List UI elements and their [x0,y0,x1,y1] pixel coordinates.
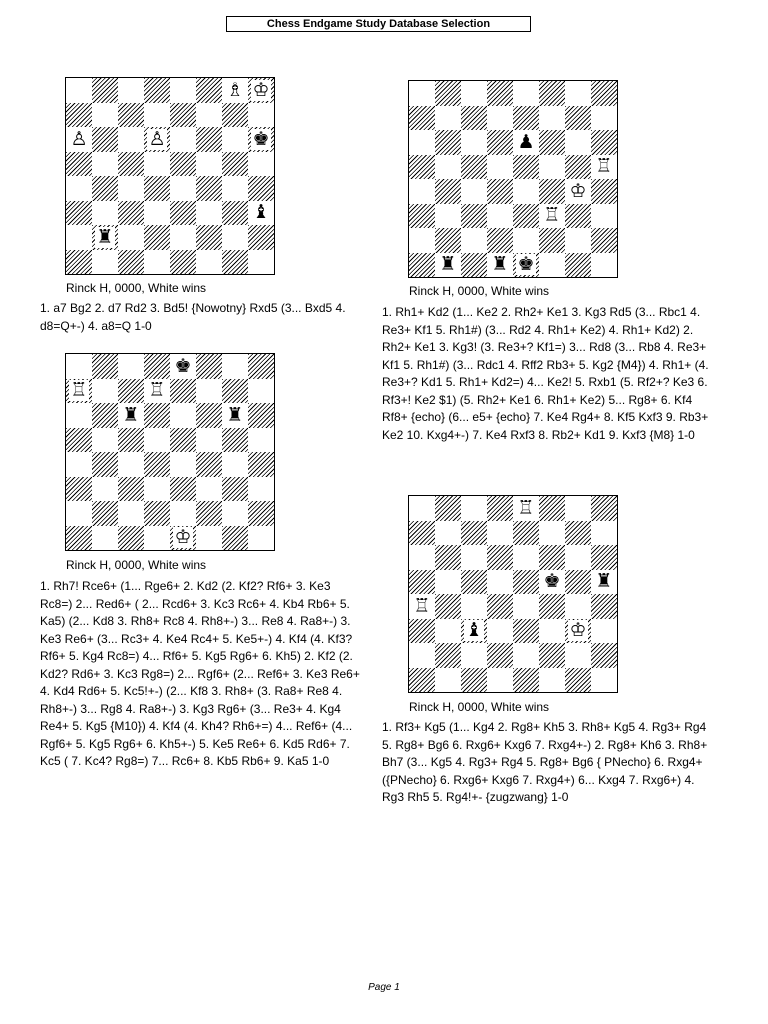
square-h6 [248,127,274,152]
square-d4 [487,594,513,619]
square-f8 [539,496,565,521]
square-a4 [66,452,92,477]
square-e6 [513,545,539,570]
square-g2 [565,643,591,668]
square-b5 [92,428,118,453]
square-g6 [565,545,591,570]
square-g7 [565,106,591,131]
chessboard-study-1 [65,77,275,275]
square-f2 [539,228,565,253]
square-h6 [591,545,617,570]
square-b7 [435,521,461,546]
square-e2 [513,228,539,253]
white-king-icon: ♔ [569,619,587,642]
square-c3 [118,201,144,226]
study-caption: Rinck H, 0000, White wins [66,558,207,572]
square-e1 [513,253,539,278]
square-g2 [222,225,248,250]
black-king-icon: ♚ [517,253,535,276]
black-rook-icon: ♜ [96,225,114,248]
square-b6 [92,403,118,428]
square-h3 [248,201,274,226]
square-b3 [435,619,461,644]
study-moves: 1. Rh1+ Kd2 (1... Ke2 2. Rh2+ Ke1 3. Kg3 Rd5 (3... Rbc1 4. Re3+ Kf1 5. Rh1#) (3... Rd2 4. Rh1+ Ke2) 4. Rh1+ Kd2) 2. Rh2+ Ke1 3. Kg3! (3. Re3+? Kf1=) 3... Rd8 (3... Rb8 4. Re3+ Kf1 5. Rh1#) (3... Rdc1 4. Rff2 Rb3+ 5. Kg2 {M4}) 4. Rh1+ (4. Re3+? Kd1 5. Rh1+ Kd2=) 4... Ke2! 5. Rxb1 (5. Rf2+? Ke3 6. Rf3+! Ke2 $1) (5. Rh2+ Ke1 6. Rh1+ Ke2) 5... Rg8+ 6. Kf4 Rf8+ {echo} (6... e5+ {echo} 7. Ke4 Rg4+ 8. Kf5 Kxf3 9. Rb3+ Ke2 10. Kxg4+-) 7. Ke4 Rxf3 8. Rb2+ Kd1 9. Kxf3 {M8} 1-0 [382,305,709,442]
square-d5 [487,155,513,180]
square-d5 [144,152,170,177]
square-b1 [92,250,118,275]
square-c3 [461,204,487,229]
square-h7 [248,379,274,404]
white-pawn-icon: ♙ [148,127,166,150]
square-b7 [92,379,118,404]
square-f7 [196,379,222,404]
square-a3 [409,619,435,644]
square-d5 [487,570,513,595]
square-d1 [144,250,170,275]
square-f3 [196,201,222,226]
square-b7 [92,103,118,128]
square-e5 [170,428,196,453]
square-g6 [565,130,591,155]
square-a6 [409,545,435,570]
square-c1 [118,250,144,275]
square-h8 [248,354,274,379]
square-g3 [222,477,248,502]
square-c3 [118,477,144,502]
white-rook-icon: ♖ [543,204,561,227]
square-h6 [248,403,274,428]
square-c6 [461,130,487,155]
square-g1 [565,668,591,693]
square-b2 [92,501,118,526]
square-d5 [144,428,170,453]
square-h8 [248,78,274,103]
square-f6 [196,127,222,152]
square-f4 [196,452,222,477]
square-d7 [144,103,170,128]
square-f8 [539,81,565,106]
square-h2 [248,501,274,526]
study-moves: 1. Rf3+ Kg5 (1... Kg4 2. Rg8+ Kh5 3. Rh8+ Kg5 4. Rg3+ Rg4 5. Rg8+ Bg6 6. Rxg6+ Kxg6 7. Rxg4+-) 2. Rg8+ Kh6 3. Rh8+ Bh7 (3... Kg5 4. Rg3+ Rg4 5. Rg8+ Bg6 { PNecho} 6. Rxg4+ ({PNecho} 6. Rxg6+ Kxg6 7. Rxg4+) 6... Kxg4 7. Rxg6+) 4. Rg3 Rh5 5. Rg4!+- {zugzwang} 1-0 [382,720,708,804]
page-number: Page 1 [368,982,400,993]
square-h8 [591,81,617,106]
square-d3 [144,477,170,502]
square-b5 [435,155,461,180]
square-c2 [118,225,144,250]
white-bishop-icon: ♗ [226,78,244,101]
square-b6 [92,127,118,152]
square-h1 [248,526,274,551]
square-c8 [461,496,487,521]
square-f5 [539,155,565,180]
square-h6 [591,130,617,155]
square-b5 [92,152,118,177]
square-b1 [435,253,461,278]
square-e5 [513,155,539,180]
white-rook-icon: ♖ [595,155,613,178]
square-a4 [66,176,92,201]
square-e7 [513,106,539,131]
white-rook-icon: ♖ [413,594,431,617]
square-c4 [461,179,487,204]
square-f2 [196,225,222,250]
square-b3 [435,204,461,229]
square-a6 [409,130,435,155]
square-g4 [222,452,248,477]
square-h5 [591,570,617,595]
square-c2 [461,228,487,253]
square-b1 [435,668,461,693]
white-rook-icon: ♖ [517,496,535,519]
square-a8 [66,354,92,379]
square-h2 [248,225,274,250]
square-d8 [487,496,513,521]
square-e7 [170,103,196,128]
square-g3 [222,201,248,226]
black-rook-icon: ♜ [439,253,457,276]
page-title: Chess Endgame Study Database Selection [226,16,531,32]
square-h4 [248,452,274,477]
square-h7 [248,103,274,128]
square-g3 [565,619,591,644]
square-f6 [196,403,222,428]
square-c2 [118,501,144,526]
square-b2 [435,643,461,668]
white-king-icon: ♔ [174,526,192,549]
white-rook-icon: ♖ [70,379,88,402]
square-c7 [118,103,144,128]
chessboard-study-3 [65,353,275,551]
white-pawn-icon: ♙ [70,127,88,150]
square-c1 [461,668,487,693]
square-g1 [222,526,248,551]
square-f3 [539,204,565,229]
square-g4 [565,179,591,204]
square-d1 [144,526,170,551]
square-b3 [92,477,118,502]
square-b2 [435,228,461,253]
square-h5 [591,155,617,180]
square-a5 [409,155,435,180]
square-a6 [66,403,92,428]
square-g5 [222,428,248,453]
square-g5 [565,570,591,595]
square-a8 [409,81,435,106]
square-a5 [66,152,92,177]
square-a1 [409,668,435,693]
square-f6 [539,545,565,570]
square-f2 [539,643,565,668]
square-d2 [487,643,513,668]
square-a8 [66,78,92,103]
square-g7 [222,103,248,128]
square-g6 [222,403,248,428]
square-a8 [409,496,435,521]
square-g2 [222,501,248,526]
square-d3 [487,204,513,229]
square-b7 [435,106,461,131]
black-bishop-icon: ♝ [252,201,270,224]
square-g1 [565,253,591,278]
square-a4 [409,594,435,619]
square-g5 [565,155,591,180]
black-king-icon: ♚ [174,354,192,377]
square-f7 [196,103,222,128]
square-d4 [144,176,170,201]
square-a3 [409,204,435,229]
black-rook-icon: ♜ [595,570,613,593]
square-e1 [513,668,539,693]
square-c6 [461,545,487,570]
square-h1 [591,668,617,693]
square-c7 [461,521,487,546]
square-b8 [92,354,118,379]
black-rook-icon: ♜ [491,253,509,276]
square-b8 [92,78,118,103]
square-d6 [487,545,513,570]
square-h3 [248,477,274,502]
square-e6 [170,403,196,428]
study-moves: 1. a7 Bg2 2. d7 Rd2 3. Bd5! {Nowotny} Rxd5 (3... Bxd5 4. d8=Q+-) 4. a8=Q 1-0 [40,301,346,333]
study-moves: 1. Rh7! Rce6+ (1... Rge6+ 2. Kd2 (2. Kf2? Rf6+ 3. Ke3 Rc8=) 2... Red6+ ( 2... Rcd6+ 3. Kc3 Rc6+ 4. Kb4 Rb6+ 5. Ka5) (2... Kd8 3. Rh8+ Rc8 4. Rh8+-) 3... Re8 4. Ra8+-) 3. Ke3 Re6+ (3... Rc3+ 4. Ke4 Rc4+ 5. Ke5+-) 4. Kf4 (4. Kf3? Rf6+ 5. Kg4 Rc8=) 4... Rf6+ 5. Kg5 Rg6+ 6. Kh5) 2. Kf2 (2. Kd2? Rd6+ 3. Kc3 Rg8=) 2... Rgf6+ (2... Ref6+ 3. Ke3 Re6+ 4. Kd4 Rd6+ 5. Kc5!+-) (2... Kf8 3. Rh8+ (3. Ra8+ Re8 4. Rh8+-) 3... Rg8 4. Ra8+-) 3. Kg3 Rg6+ (3... Re3+ 4. Kg4 Re4+ 5. Kg5 {M10}) 4. Kf4 (4. Kh4? Rh6+=) 4... Ref6+ (4... Rgf6+ 5. Kg5 Rg6+ 6. Kh5+-) 5. Ke5 Re6+ 6. Kd5 Rd6+ 7. Kc5 ( 7. Kc4? Rg8=) 7... Rc6+ 8. Kb5 Rb6+ 9. Ka5 1-0 [40,579,360,768]
square-f6 [539,130,565,155]
square-g2 [565,228,591,253]
black-pawn-icon: ♟ [517,130,535,153]
square-h4 [591,594,617,619]
square-d4 [487,179,513,204]
square-f5 [196,152,222,177]
square-a6 [66,127,92,152]
square-b8 [435,496,461,521]
square-d8 [487,81,513,106]
square-e4 [513,179,539,204]
square-c3 [461,619,487,644]
black-king-icon: ♚ [543,570,561,593]
square-f5 [539,570,565,595]
square-d2 [487,228,513,253]
square-a7 [66,379,92,404]
square-e2 [513,643,539,668]
square-c4 [118,452,144,477]
square-g7 [565,521,591,546]
square-d1 [487,668,513,693]
square-e3 [513,204,539,229]
square-e3 [170,201,196,226]
square-a5 [409,570,435,595]
square-a7 [66,103,92,128]
square-d7 [487,521,513,546]
study-caption: Rinck H, 0000, White wins [409,284,550,298]
square-f1 [539,253,565,278]
square-h4 [591,179,617,204]
square-b3 [92,201,118,226]
square-a7 [409,521,435,546]
square-a4 [409,179,435,204]
square-h8 [591,496,617,521]
chessboard-study-4 [408,495,618,693]
square-e8 [513,81,539,106]
square-g4 [222,176,248,201]
square-f1 [196,250,222,275]
square-g8 [565,81,591,106]
square-e4 [170,452,196,477]
square-g4 [565,594,591,619]
square-b2 [92,225,118,250]
square-e6 [513,130,539,155]
square-c4 [118,176,144,201]
square-g3 [565,204,591,229]
square-a1 [409,253,435,278]
square-g1 [222,250,248,275]
square-a3 [66,477,92,502]
square-a3 [66,201,92,226]
square-e6 [170,127,196,152]
square-h1 [591,253,617,278]
square-a1 [66,526,92,551]
black-rook-icon: ♜ [122,403,140,426]
square-e5 [170,152,196,177]
square-e3 [513,619,539,644]
square-h7 [591,106,617,131]
square-h7 [591,521,617,546]
square-c8 [118,78,144,103]
square-e5 [513,570,539,595]
square-e4 [513,594,539,619]
square-d8 [144,78,170,103]
square-e3 [170,477,196,502]
black-bishop-icon: ♝ [465,619,483,642]
square-f1 [196,526,222,551]
square-d6 [144,127,170,152]
study-caption: Rinck H, 0000, White wins [66,281,207,295]
square-h3 [591,204,617,229]
square-c6 [118,403,144,428]
square-f4 [539,179,565,204]
square-h4 [248,176,274,201]
square-a2 [66,225,92,250]
square-b6 [435,545,461,570]
square-f4 [539,594,565,619]
white-king-icon: ♔ [569,179,587,202]
square-f8 [196,78,222,103]
white-king-icon: ♔ [252,78,270,101]
square-d2 [144,225,170,250]
square-d7 [487,106,513,131]
square-d6 [487,130,513,155]
square-b5 [435,570,461,595]
square-e7 [170,379,196,404]
square-c7 [118,379,144,404]
square-f7 [539,521,565,546]
square-f8 [196,354,222,379]
square-g8 [565,496,591,521]
square-b4 [92,452,118,477]
square-f1 [539,668,565,693]
square-d6 [144,403,170,428]
square-c5 [118,152,144,177]
square-g8 [222,354,248,379]
square-b4 [435,594,461,619]
square-b4 [435,179,461,204]
square-c2 [461,643,487,668]
square-h5 [248,152,274,177]
square-g8 [222,78,248,103]
square-a2 [409,228,435,253]
square-f3 [539,619,565,644]
square-c8 [118,354,144,379]
study-caption: Rinck H, 0000, White wins [409,700,550,714]
square-d4 [144,452,170,477]
square-g5 [222,152,248,177]
square-e7 [513,521,539,546]
square-e8 [513,496,539,521]
square-f5 [196,428,222,453]
square-a7 [409,106,435,131]
square-d7 [144,379,170,404]
square-c1 [118,526,144,551]
square-c6 [118,127,144,152]
square-e8 [170,354,196,379]
square-f3 [196,477,222,502]
square-b4 [92,176,118,201]
square-h3 [591,619,617,644]
square-f7 [539,106,565,131]
square-c5 [461,155,487,180]
square-e1 [170,526,196,551]
square-d3 [487,619,513,644]
square-a2 [409,643,435,668]
square-b8 [435,81,461,106]
square-c5 [461,570,487,595]
square-g6 [222,127,248,152]
white-rook-icon: ♖ [148,379,166,402]
square-b6 [435,130,461,155]
square-b1 [92,526,118,551]
square-h5 [248,428,274,453]
square-d1 [487,253,513,278]
square-a1 [66,250,92,275]
square-a5 [66,428,92,453]
square-c4 [461,594,487,619]
square-d3 [144,201,170,226]
square-f4 [196,176,222,201]
square-h2 [591,643,617,668]
square-c1 [461,253,487,278]
square-a2 [66,501,92,526]
square-d2 [144,501,170,526]
square-c7 [461,106,487,131]
square-c8 [461,81,487,106]
square-e8 [170,78,196,103]
black-king-icon: ♚ [252,127,270,150]
square-g7 [222,379,248,404]
square-c5 [118,428,144,453]
square-d8 [144,354,170,379]
square-f2 [196,501,222,526]
square-e1 [170,250,196,275]
square-h1 [248,250,274,275]
square-e2 [170,501,196,526]
square-e4 [170,176,196,201]
square-h2 [591,228,617,253]
chessboard-study-2 [408,80,618,278]
square-e2 [170,225,196,250]
black-rook-icon: ♜ [226,403,244,426]
